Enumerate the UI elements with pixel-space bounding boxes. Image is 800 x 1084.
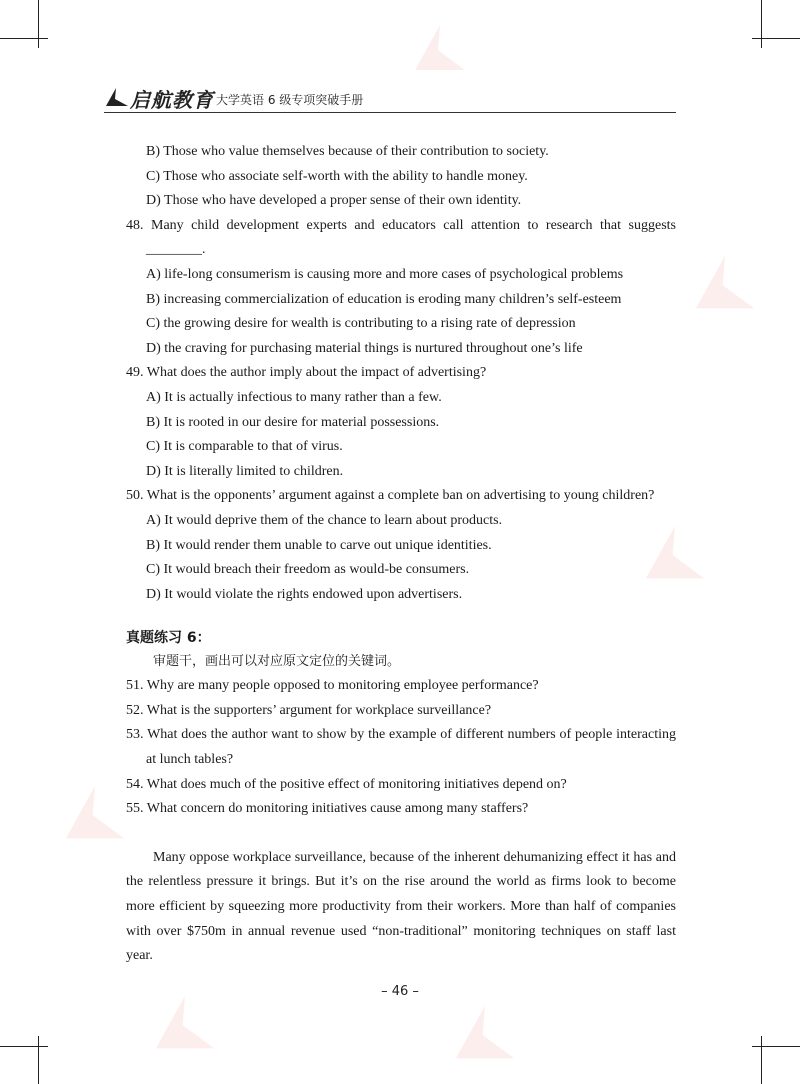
option-47c: C) Those who associate self-worth with the ability to handle money.	[146, 168, 528, 184]
option-48c: C) the growing desire for wealth is contributing to a rising rate of depression	[146, 316, 576, 332]
option-49a: A) It is actually infectious to many rather than a few.	[146, 389, 442, 405]
page-content	[126, 140, 676, 969]
crop-mark	[761, 0, 762, 48]
option-49b: B) It is rooted in our desire for material possessions.	[146, 414, 440, 430]
crop-mark	[0, 1046, 48, 1047]
question-49-stem: 49. What does the author imply about the impact of advertising?	[126, 365, 487, 381]
watermark-logo-icon	[450, 1000, 520, 1070]
logo-icon	[104, 86, 130, 108]
option-49c: C) It is comparable to that of virus.	[146, 439, 343, 455]
crop-mark	[752, 1046, 800, 1047]
crop-mark	[761, 1036, 762, 1084]
question-48-stem: 48. Many child development experts and educators call attention to research that suggests	[126, 217, 676, 233]
option-50d: D) It would violate the rights endowed upon advertisers.	[146, 586, 463, 602]
option-47d: D) Those who have developed a proper sense of their own identity.	[146, 193, 522, 209]
option-48d: D) the craving for purchasing material things is nurtured throughout one’s life	[146, 340, 583, 356]
passage-paragraph: Many oppose workplace surveillance, because of the inherent dehumanizing effect it has and the relentless pressure it brings. But it’s on the rise around the world as firms look to become more efficient by squeezing more productivity from their workers. More than half of companies with over $750m in annual revenue used “non-traditional” monitoring techniques on staff last year.	[126, 849, 676, 964]
crop-mark	[0, 38, 48, 39]
watermark-logo-icon	[60, 780, 130, 850]
option-50a: A) It would deprive them of the chance to learn about products.	[146, 512, 503, 528]
question-52: 52. What is the supporters’ argument for workplace surveillance?	[126, 702, 492, 718]
option-47b: B) Those who value themselves because of their contribution to society.	[146, 144, 549, 159]
section-heading: 真题练习 6：	[126, 630, 211, 647]
watermark-logo-icon	[690, 250, 760, 320]
page-header	[104, 82, 676, 113]
question-54: 54. What does much of the positive effect of monitoring initiatives depend on?	[126, 776, 567, 792]
option-50b: B) It would render them unable to carve out unique identities.	[146, 537, 492, 553]
option-49d: D) It is literally limited to children.	[146, 463, 344, 479]
section-instruction: 审题干，画出可以对应原文定位的关键词。	[153, 654, 401, 670]
crop-mark	[38, 1036, 39, 1084]
question-48-blank: ________.	[146, 242, 206, 258]
option-48b: B) increasing commercialization of education is eroding many children’s self-esteem	[146, 291, 622, 307]
header-title: 大学英语 6 级专项突破手册	[216, 93, 364, 107]
question-53: 53. What does the author want to show by the example of different numbers of people interacting	[126, 727, 676, 743]
logo-text: 启航教育	[130, 88, 214, 112]
option-48a: A) life-long consumerism is causing more and more cases of psychological problems	[146, 266, 624, 282]
page-number: – 46 –	[381, 984, 419, 999]
crop-mark	[38, 0, 39, 48]
crop-mark	[752, 38, 800, 39]
question-50-stem: 50. What is the opponents’ argument against a complete ban on advertising to young children?	[126, 488, 655, 504]
option-50c: C) It would breach their freedom as would-be consumers.	[146, 562, 470, 578]
watermark-logo-icon	[150, 990, 220, 1060]
question-51: 51. Why are many people opposed to monitoring employee performance?	[126, 678, 539, 694]
watermark-logo-icon	[410, 20, 470, 80]
question-55: 55. What concern do monitoring initiatives cause among many staffers?	[126, 801, 529, 817]
question-53-continued: at lunch tables?	[146, 752, 234, 768]
